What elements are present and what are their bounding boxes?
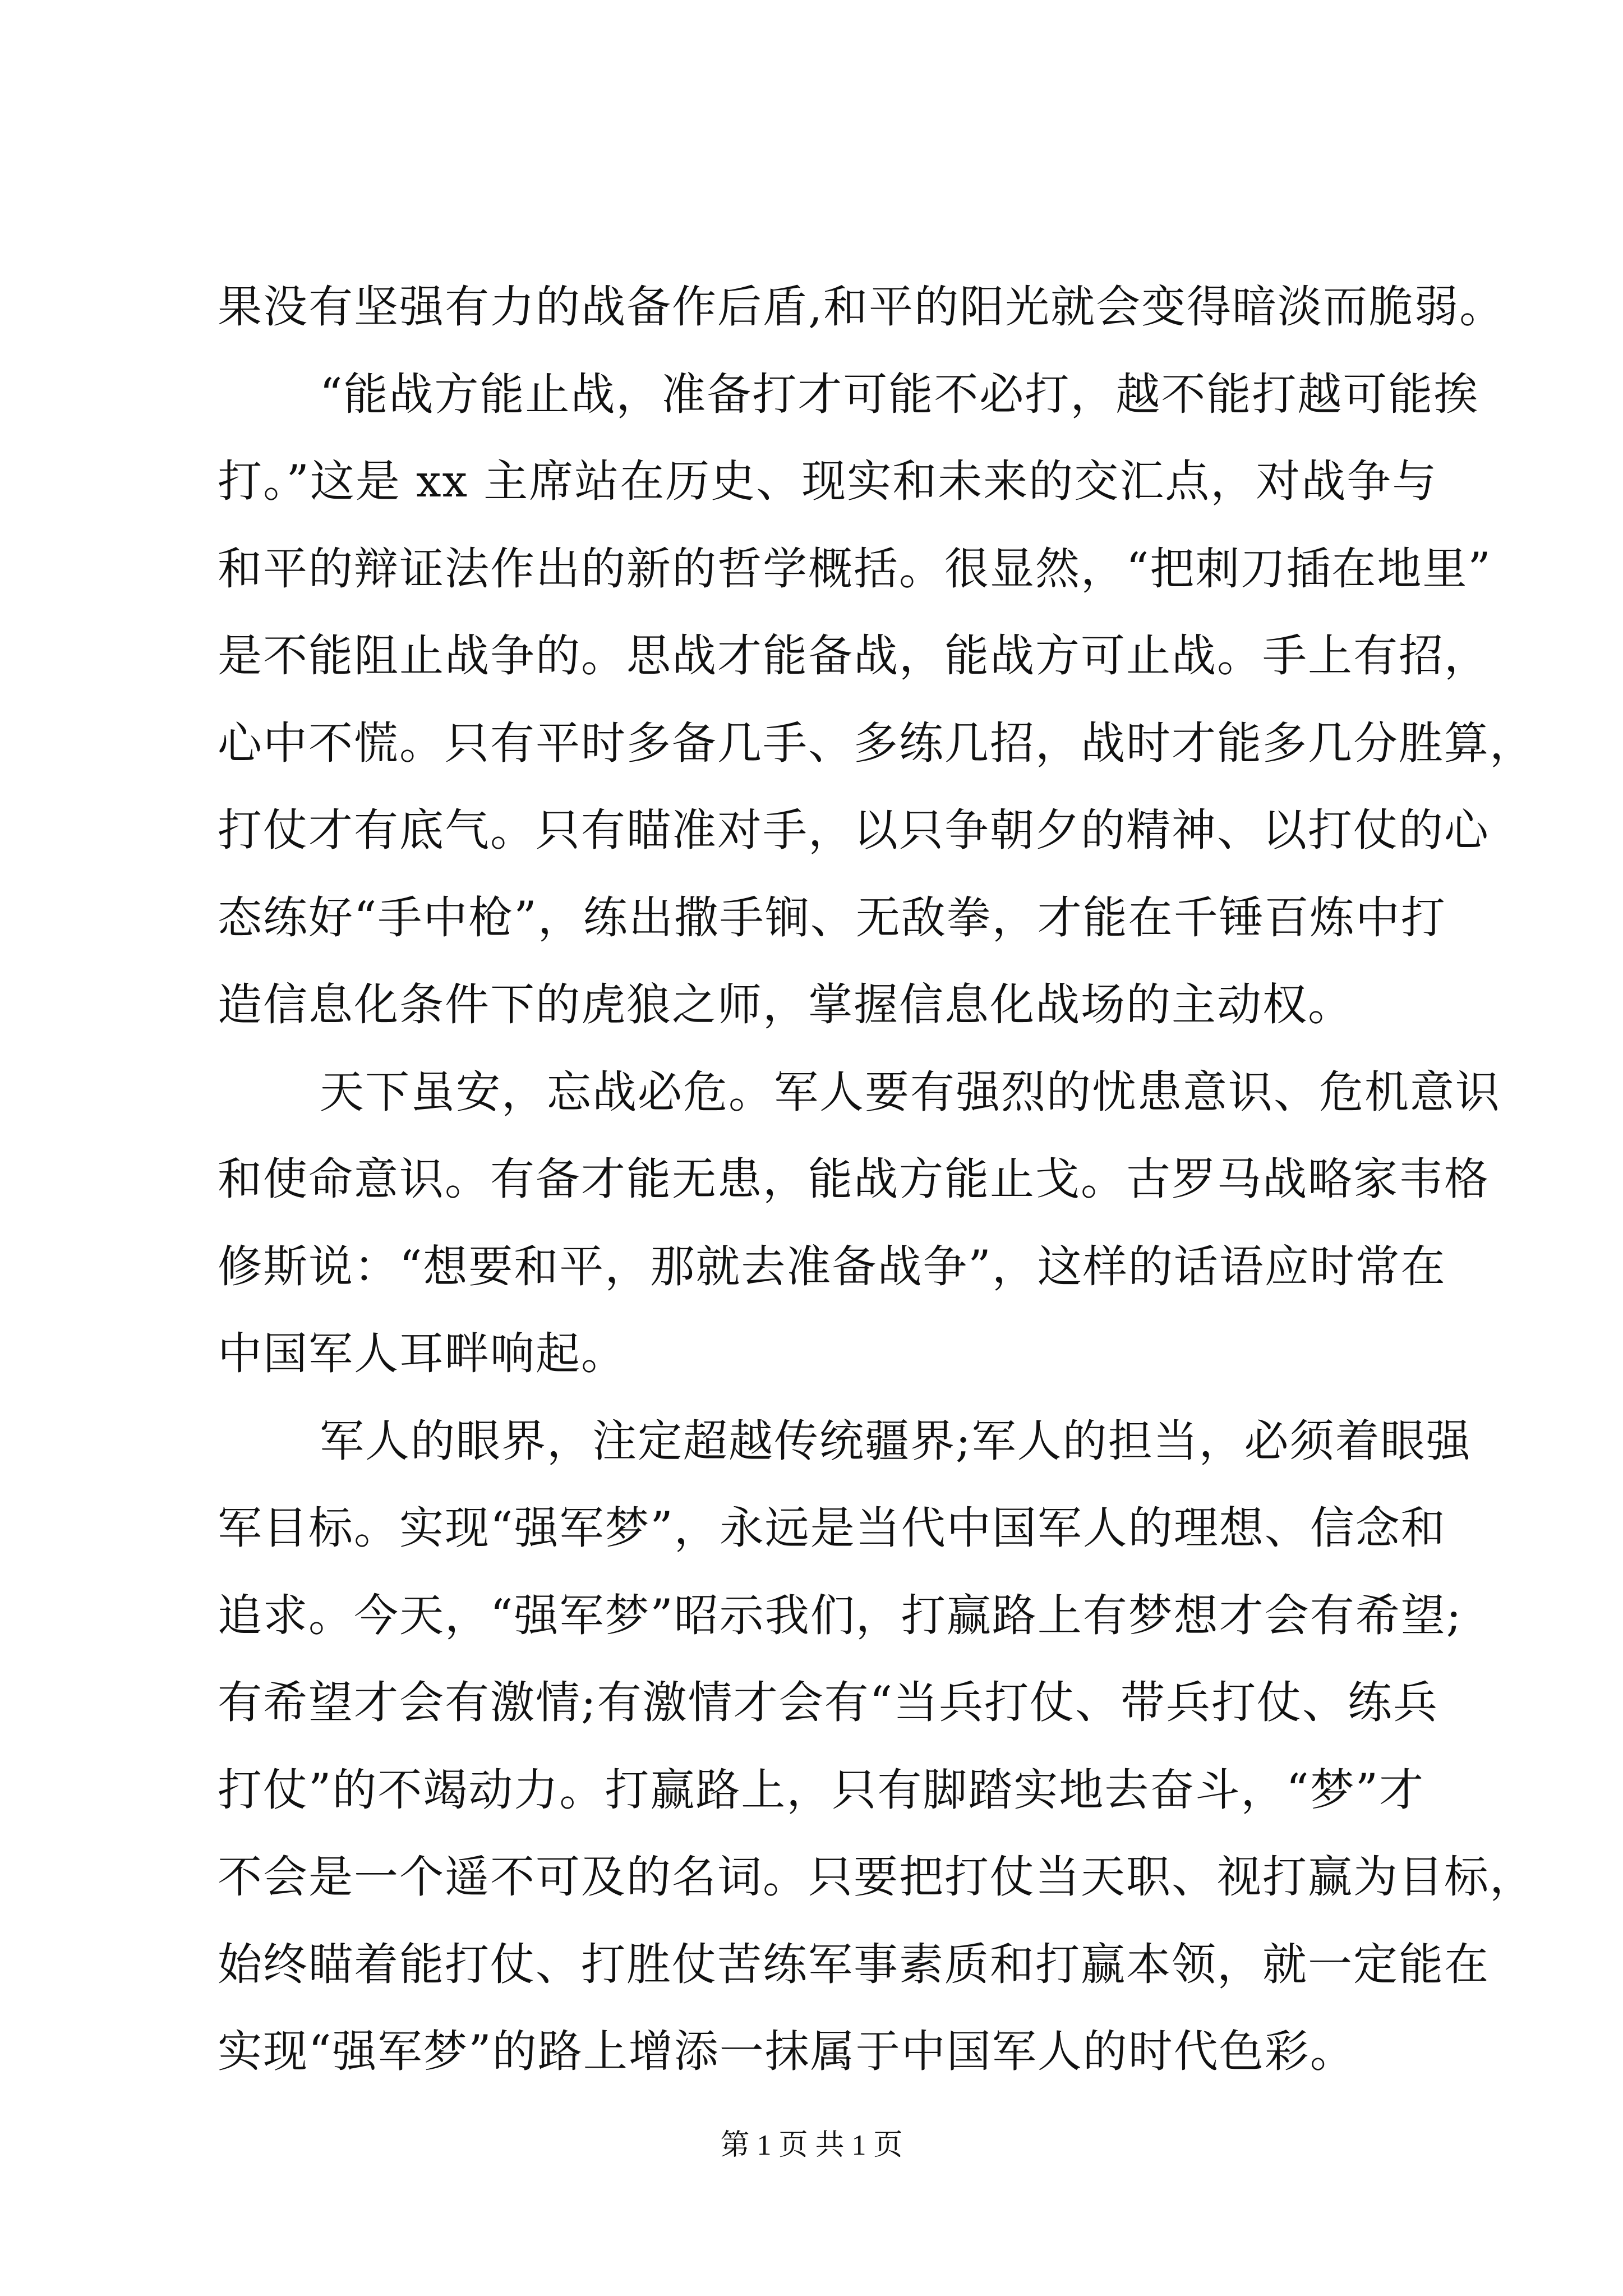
text-line: 实现“强军梦”的路上增添一抹属于中国军人的时代色彩。 [218,2026,1355,2077]
text-line: 和平的辩证法作出的新的哲学概括。很显然，“把刺刀插在地里” [218,542,1492,595]
text-line: 态练好“手中枪”，练出撒手锏、无敌拳，才能在千锤百炼中打 [218,891,1446,944]
text-line: 修斯说：“想要和平，那就去准备战争”，这样的话语应时常在 [218,1240,1446,1292]
text-line: 造信息化条件下的虎狼之师，掌握信息化战场的主动权。 [218,979,1353,1030]
paragraph [218,264,1505,351]
text-line: 始终瞄着能打仗、打胜仗苦练军事素质和打赢本领，就一定能在 [218,1938,1490,1990]
text-line: 追求。今天，“强军梦”昭示我们，打赢路上有梦想才会有希望; [218,1589,1463,1641]
text-line: 军目标。实现“强军梦”，永远是当代中国军人的理想、信念和 [218,1502,1446,1554]
text-line: 打仗才有底气。只有瞄准对手，以只争朝夕的精神、以打仗的心 [218,804,1490,856]
text-line: 中国军人耳畔响起。 [218,1328,626,1379]
text-line: 果没有坚强有力的战备作后盾,和平的阳光就会变得暗淡而脆弱。 [218,281,1505,333]
text-line: “能战方能止战，准备打才可能不必打，越不能打越可能挨 [320,368,1479,420]
text-line: 打。”这是 xx 主席站在历史、现实和未来的交汇点，对战争与 [218,455,1438,507]
text-line: 天下虽安，忘战必危。军人要有强烈的忧患意识、危机意识 [320,1066,1501,1118]
paragraph [218,351,1535,1049]
text-line: 有希望才会有激情;有激情才会有“当兵打仗、带兵打仗、练兵 [218,1677,1439,1728]
text-line: 不会是一个遥不可及的名词。只要把打仗当天职、视打赢为目标， [218,1851,1535,1903]
paragraph [218,1049,1501,1398]
text-line: 军人的眼界，注定超越传统疆界;军人的担当，必须着眼强 [320,1415,1472,1467]
paragraph [218,1398,1535,2096]
text-line: 打仗”的不竭动力。打赢路上，只有脚踏实地去奋斗，“梦”才 [218,1764,1425,1816]
text-line: 和使命意识。有备才能无患，能战方能止戈。古罗马战略家韦格 [218,1153,1490,1205]
text-line: 是不能阻止战争的。思战才能备战，能战方可止战。手上有招， [218,630,1490,682]
document-body [218,264,1535,2096]
text-line: 心中不慌。只有平时多备几手、多练几招，战时才能多几分胜算， [218,717,1535,769]
page-footer: 第 1 页 共 1 页 [720,2129,903,2161]
